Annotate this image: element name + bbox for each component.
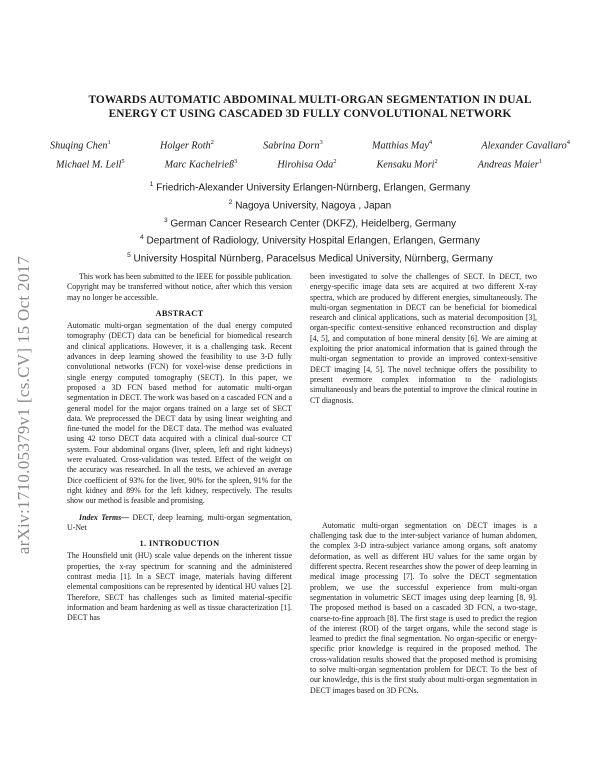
body-paragraph: been investigated to solve the challenges of SECT. In DECT, two energy-specific image data sets are acquired at two different X-ray spectra, which are produced by different energies, simultaneously. The multi-organ segmentation in DECT can be beneficial for biomedical research and clinical applications, such as material decomposition [3], organ-specific context-sensitive enhanced reconstruction and display [4, 5], and computation of bone mineral density [6]. We are aiming at exploiting the prior anatomical information that is gained through the multi-organ segmentation to provide an improved context-sensitive DECT imaging [4, 5]. The novel technique offers the possibility to present evermore complex information to the radiologists simultaneously and bears the potential to improve the clinical routine in CT diagnosis. bbox=[310, 272, 537, 405]
affiliation: $^5$ University Hospital Nürnberg, Paracelsus Medical University, Nürnberg, Germany bbox=[127, 252, 493, 265]
arxiv-identifier bbox=[14, 200, 34, 610]
author: Alexander Cavallaro$^4$ bbox=[481, 139, 570, 152]
title-line: ENERGY CT USING CASCADED 3D FULLY CONVOLUTIONAL NETWORK bbox=[108, 108, 512, 120]
paper-title bbox=[60, 93, 560, 121]
affiliation: $^1$ Friedrich-Alexander University Erlangen-Nürnberg, Erlangen, Germany bbox=[149, 181, 471, 194]
author: Holger Roth$^2$ bbox=[159, 139, 214, 152]
author: Hirohisa Oda$^2$ bbox=[277, 158, 337, 171]
author-list bbox=[50, 135, 570, 174]
arxiv-id-text: arXiv:1710.05379v1 [cs.CV] 15 Oct 2017 bbox=[14, 255, 33, 555]
introduction-text: The Hounsfield unit (HU) scale value depends on the inherent tissue properties, the x-ray spectrum for scanning and the administered contrast media [1]. In a SECT image, materials having different elemental compositions can be represented by identical HU values [2]. Therefore, SECT has challenges such as limited material-specific information and beam hardening as well as tissue characterization [1]. DECT has bbox=[67, 551, 292, 623]
body-paragraph: Automatic multi-organ segmentation on DECT images is a challenging task due to the inter-subject variance of human abdomen, the complex 3-D intra-subject variance among organs, soft anatomy deformation, as well as different HU values for the same organ by different spectra. Recent researches show the power of deep learning in medical image processing [7]. To solve the DECT segmentation problem, we use the successful experience from multi-organ segmentation in volumetric SECT images using deep learning [8, 9]. The proposed method is based on a cascaded 3D FCN, a two-stage, coarse-to-fine approach [8]. The first stage is used to predict the region of the interest (ROI) of the target organs, while the second stage is learned to predict the final segmentation. No organ-specific or energy-specific prior knowledge is required in the proposed method. The cross-validation results showed that the proposed method is promising to solve multi-organ segmentation problem for DECT. To the best of our knowledge, this is the first study about multi-organ segmentation in DECT images based on 3D FCNs. bbox=[310, 520, 537, 695]
introduction-heading: 1. INTRODUCTION bbox=[139, 539, 220, 549]
affiliation: $^3$ German Cancer Research Center (DKFZ), Heidelberg, Germany bbox=[163, 216, 457, 229]
left-column bbox=[67, 272, 292, 624]
author: Andreas Maier$^1$ bbox=[477, 158, 542, 171]
copyright-notice: This work has been submitted to the IEEE for possible publication. Copyright may be transferred without notice, after which this version may no longer be accessible. bbox=[67, 272, 292, 302]
author: Sabrina Dorn$^3$ bbox=[263, 139, 323, 152]
author-row bbox=[50, 154, 570, 173]
abstract-text: Automatic multi-organ segmentation of the dual energy computed tomography (DECT) data can be beneficial for biomedical research and clinical applications. However, it is a challenging task. Recent advances in deep learning showed the feasibility to use 3-D fully convolutional networks (FCN) for voxel-wise dense predictions in single energy computed tomography (SECT). In this paper, we proposed a 3D FCN based method for automatic multi-organ segmentation in DECT. The work was based on a cascaded FCN and a general model for the major organs trained on a large set of SECT data. We preprocessed the DECT data by using linear weighting and fine-tuned the model for the DECT data. The method was evaluated using 42 torso DECT data acquired with a clinical dual-source CT system. Four abdominal organs (liver, spleen, left and right kidneys) were evaluated. Cross-validation was tested. Effect of the weight on the accuracy was researched. In all the tests, we achieved an average Dice coefficient of 93% for the liver, 90% for the spleen, 91% for the right kidney and 89% for the left kidney, respectively. The results show our method is feasible and promising. bbox=[67, 321, 292, 506]
right-column bbox=[310, 272, 537, 696]
author: Matthias May$^4$ bbox=[371, 139, 433, 152]
affiliation-list bbox=[60, 178, 560, 267]
title-line: TOWARDS AUTOMATIC ABDOMINAL MULTI-ORGAN SEGMENTATION IN DUAL bbox=[88, 94, 532, 106]
author: Shuqing Chen$^1$ bbox=[50, 139, 111, 152]
author: Marc Kachelrieß$^3$ bbox=[164, 158, 238, 171]
affiliation: $^4$ Department of Radiology, University Hospital Erlangen, Erlangen, Germany bbox=[140, 234, 480, 247]
index-terms: Index Terms— DECT, deep learning, multi-organ segmentation, U-Net bbox=[67, 512, 293, 532]
author-row bbox=[50, 135, 570, 154]
abstract-heading: ABSTRACT bbox=[155, 308, 204, 318]
affiliation: $^2$ Nagoya University, Nagoya , Japan bbox=[228, 198, 392, 212]
author: Kensaku Mori$^2$ bbox=[376, 158, 438, 171]
author: Michael M. Lell$^5$ bbox=[56, 158, 125, 171]
